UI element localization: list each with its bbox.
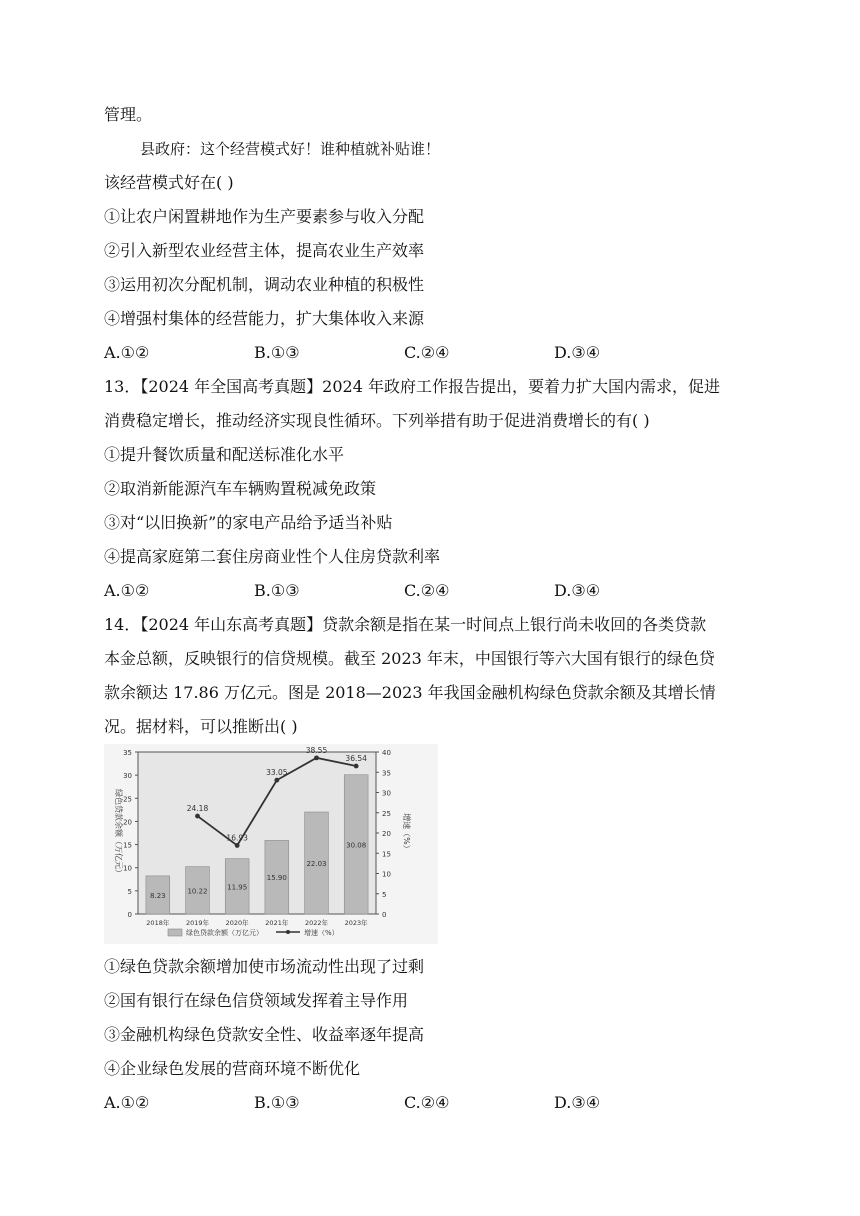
y-tick-label: 20: [123, 818, 132, 827]
answer-c[interactable]: C.②④: [404, 1093, 450, 1112]
q12-option-4: ④增强村集体的经营能力，扩大集体收入来源: [104, 309, 425, 328]
q14-stem-line-4: 况。据材料，可以推断出( ): [104, 717, 298, 736]
y-tick-label: 10: [123, 864, 132, 873]
bar-value-label: 22.03: [306, 860, 327, 869]
y2-tick-label: 0: [382, 911, 387, 919]
legend-bar-swatch: [168, 929, 182, 936]
growth-rate-point: [274, 778, 279, 783]
y-tick-label: 30: [123, 772, 132, 781]
q12-option-1: ①让农户闲置耕地作为生产要素参与收入分配: [104, 207, 425, 226]
growth-rate-point: [195, 814, 200, 819]
y2-tick-label: 15: [382, 850, 391, 859]
answer-a[interactable]: A.①②: [104, 343, 150, 362]
answer-b[interactable]: B.①③: [254, 581, 300, 600]
q12-option-2: ②引入新型农业经营主体，提高农业生产效率: [104, 241, 425, 260]
answer-d[interactable]: D.③④: [554, 1093, 601, 1112]
x-tick-label: 2019年: [185, 919, 210, 927]
y2-tick-label: 20: [382, 830, 391, 838]
q13-option-3: ③对“以旧换新”的家电产品给予适当补贴: [104, 513, 393, 532]
q14-option-3: ③金融机构绿色贷款安全性、收益率逐年提高: [104, 1025, 425, 1044]
growth-rate-label: 16.93: [226, 833, 248, 843]
q14-stem-line-1: 14．【2024 年山东高考真题】贷款余额是指在某一时间点上银行尚未收回的各类贷款: [104, 615, 707, 634]
chart-svg: [104, 744, 438, 944]
y-tick-label: 15: [123, 841, 132, 850]
y-tick-label: 5: [127, 887, 132, 896]
y-tick-label: 0: [127, 911, 132, 919]
q13-option-1: ①提升餐饮质量和配送标准化水平: [104, 445, 345, 464]
q14-stem-line-2: 本金总额，反映银行的信贷规模。截至 2023 年末，中国银行等六大国有银行的绿色贷: [104, 649, 715, 668]
y2-tick-label: 35: [382, 769, 391, 778]
growth-rate-point: [235, 843, 240, 848]
bar-value-label: 15.90: [266, 874, 287, 883]
growth-rate-label: 38.55: [305, 745, 328, 755]
x-tick-label: 2018年: [146, 919, 170, 927]
growth-rate-point: [354, 764, 359, 769]
legend-line-marker: [286, 930, 290, 934]
x-tick-label: 2020年: [225, 919, 249, 927]
answer-d[interactable]: D.③④: [554, 581, 601, 600]
y2-axis-title: 增速（%）: [402, 813, 411, 853]
answer-b[interactable]: B.①③: [254, 1093, 300, 1112]
q13-stem-line-1: 13．【2024 年全国高考真题】2024 年政府工作报告提出，要着力扩大国内需求，促进: [104, 377, 720, 396]
q14-stem-line-3: 款余额达 17.86 万亿元。图是 2018—2023 年我国金融机构绿色贷款余额及其增长情: [104, 683, 716, 702]
q14-option-1: ①绿色贷款余额增加使市场流动性出现了过剩: [104, 957, 425, 976]
y-tick-label: 25: [123, 795, 132, 804]
x-tick-label: 2022年: [304, 919, 329, 927]
y2-tick-label: 10: [382, 870, 391, 879]
q13-option-2: ②取消新能源汽车车辆购置税减免政策: [104, 479, 377, 498]
answer-a[interactable]: A.①②: [104, 581, 150, 600]
answer-d[interactable]: D.③④: [554, 343, 601, 362]
y2-tick-label: 25: [382, 809, 391, 818]
green-loan-chart: [104, 744, 438, 944]
y2-tick-label: 40: [382, 749, 391, 757]
x-tick-label: 2021年: [265, 919, 289, 927]
growth-rate-label: 36.54: [345, 754, 367, 764]
q12-option-3: ③运用初次分配机制，调动农业种植的积极性: [104, 275, 425, 294]
bar-value-label: 11.95: [227, 883, 248, 892]
bar-value-label: 8.23: [150, 891, 166, 900]
text-line: 管理。: [104, 105, 153, 124]
q14-option-4: ④企业绿色发展的营商环境不断优化: [104, 1059, 361, 1078]
growth-rate-label: 33.05: [266, 768, 288, 778]
growth-rate-point: [314, 755, 319, 760]
answer-c[interactable]: C.②④: [404, 343, 450, 362]
legend-line-label: 增速（%）: [304, 929, 339, 937]
answer-b[interactable]: B.①③: [254, 343, 300, 362]
q13-stem-line-2: 消费稳定增长，推动经济实现良性循环。下列举措有助于促进消费增长的有( ): [104, 411, 650, 430]
plot-area: [138, 752, 376, 914]
q14-option-2: ②国有银行在绿色信贷领域发挥着主导作用: [104, 991, 409, 1010]
county-government-line: 县政府：这个经营模式好！谁种植就补贴谁！: [140, 140, 441, 158]
bar-value-label: 30.08: [346, 841, 367, 850]
x-tick-label: 2023年: [344, 919, 368, 927]
bar-value-label: 10.22: [187, 887, 208, 896]
q13-option-4: ④提高家庭第二套住房商业性个人住房贷款利率: [104, 547, 441, 566]
answer-c[interactable]: C.②④: [404, 581, 450, 600]
legend-bar-label: 绿色贷款余额（万亿元）: [186, 929, 263, 937]
answer-a[interactable]: A.①②: [104, 1093, 150, 1112]
y2-tick-label: 5: [382, 890, 387, 899]
growth-rate-label: 24.18: [186, 804, 209, 814]
y-tick-label: 35: [123, 749, 132, 757]
y2-tick-label: 30: [382, 789, 391, 798]
q12-stem: 该经营模式好在( ): [104, 173, 234, 192]
y-axis-title: 绿色贷款余额（万亿元）: [114, 789, 123, 877]
